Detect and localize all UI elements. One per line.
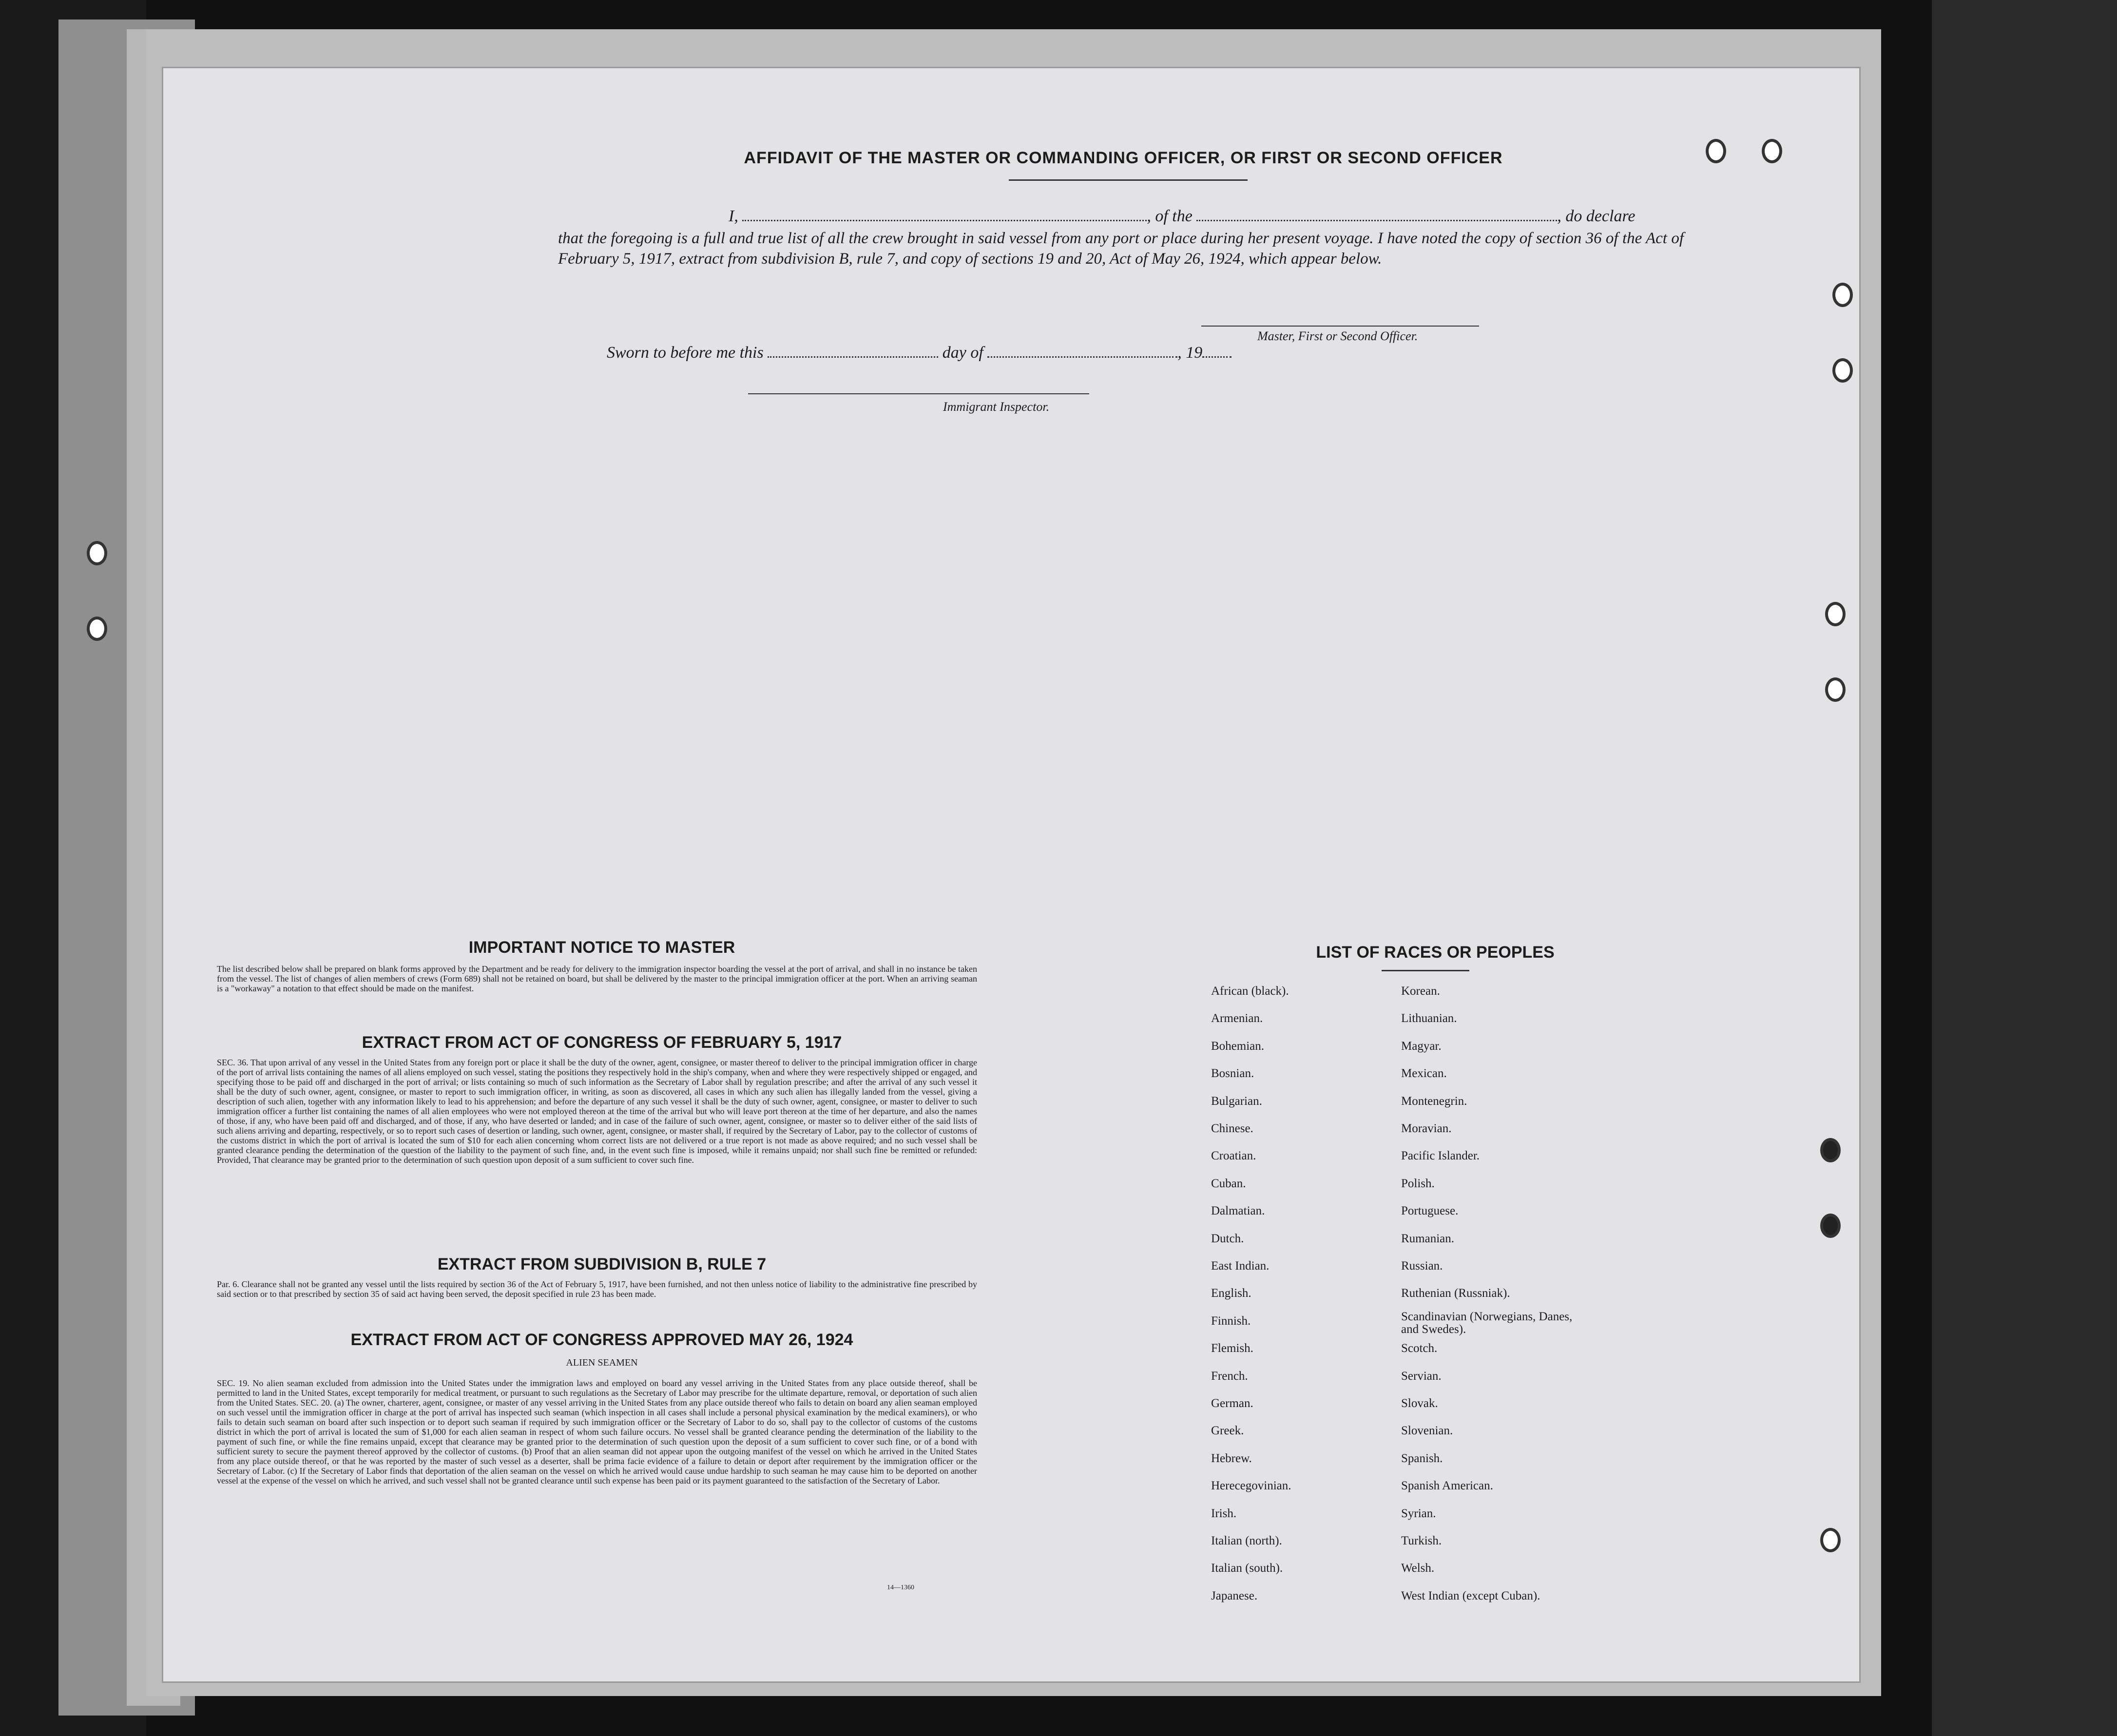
binder-hole — [1820, 1214, 1841, 1238]
day-of-label: day of — [942, 344, 983, 362]
race-item: Flemish. — [1211, 1342, 1253, 1355]
race-item: German. — [1211, 1397, 1253, 1410]
race-item: West Indian (except Cuban). — [1401, 1589, 1540, 1602]
extract2-body: Par. 6. Clearance shall not be granted any vessel until the lists required by section 36 of the Act of February 5, 1917, have been furnished, and not then unless notice of liability to the administrative fine prescribed by said section or to that prescribed by section 35 of said act having been served, the deposit specified in rule 23 has been made. — [217, 1279, 977, 1299]
notice-title: IMPORTANT NOTICE TO MASTER — [468, 938, 735, 957]
extract1-title: EXTRACT FROM ACT OF CONGRESS OF FEBRUARY 5, 1917 — [362, 1033, 842, 1052]
race-item: Magyar. — [1401, 1039, 1442, 1053]
race-item: Scandinavian (Norwegians, Danes, and Swedes). — [1401, 1310, 1573, 1336]
race-item: Greek. — [1211, 1424, 1244, 1438]
sworn-year-field[interactable] — [1202, 345, 1232, 358]
race-item: Irish. — [1211, 1506, 1237, 1520]
name-field[interactable] — [742, 208, 1147, 221]
form-number: 14—1360 — [887, 1584, 914, 1591]
race-item: Polish. — [1401, 1177, 1435, 1190]
race-item: Russian. — [1401, 1259, 1443, 1273]
race-item: Pacific Islander. — [1401, 1149, 1480, 1163]
race-item: Spanish. — [1401, 1451, 1443, 1465]
title-rule — [1009, 179, 1248, 181]
sworn-day-field[interactable] — [768, 345, 938, 358]
race-item: Slovak. — [1401, 1397, 1438, 1410]
sworn-month-field[interactable] — [987, 345, 1177, 358]
inspector-signature-line[interactable] — [748, 393, 1089, 394]
notice-body: The list described below shall be prepared on blank forms approved by the Department and be ready for delivery to the immigration inspector boarding the vessel at the port of arrival, and shall in no instance be taken from the vessel. The list of changes of alien members of crews (Form 689) shall not be retained on board, but shall be delivered by the master to the principal immigration officer at the port. When an arriving seaman is a "workaway" a notation to that effect should be made on the manifest. — [217, 964, 977, 993]
race-item: Spanish American. — [1401, 1479, 1493, 1493]
extract3-title: EXTRACT FROM ACT OF CONGRESS APPROVED MAY 26, 1924 — [350, 1331, 853, 1349]
binder-hole — [1832, 283, 1853, 307]
race-item: Ruthenian (Russniak). — [1401, 1287, 1510, 1300]
race-item: Rumanian. — [1401, 1232, 1455, 1245]
master-signature-label: Master, First or Second Officer. — [1257, 329, 1418, 343]
race-item: Lithuanian. — [1401, 1012, 1457, 1025]
binder-hole — [1706, 139, 1726, 163]
races-title: LIST OF RACES OR PEOPLES — [1316, 943, 1555, 962]
race-item: Hebrew. — [1211, 1451, 1252, 1465]
race-item: Mexican. — [1401, 1067, 1447, 1080]
race-item: Croatian. — [1211, 1149, 1256, 1163]
binder-hole — [1825, 602, 1846, 626]
extract3-subtitle: ALIEN SEAMEN — [566, 1357, 638, 1368]
master-signature-line[interactable] — [1201, 326, 1479, 327]
race-item: Dalmatian. — [1211, 1204, 1265, 1218]
right-background — [1932, 0, 2117, 1736]
race-item: Chinese. — [1211, 1122, 1253, 1135]
binder-hole — [1820, 1528, 1841, 1552]
race-item: Dutch. — [1211, 1232, 1244, 1245]
affidavit-body: that the foregoing is a full and true list of all the crew brought in said vessel from any port or place during her present voyage. I have noted the copy of section 36 of the Act of February 5, 1917, extract from subdivision B, rule 7, and copy of sections 19 and 20, Act of May 26, 1924, which appear below. — [558, 230, 1684, 268]
race-item: Scotch. — [1401, 1342, 1438, 1355]
race-item: Servian. — [1401, 1369, 1442, 1383]
affidavit-title: AFFIDAVIT OF THE MASTER OR COMMANDING OFFICER, OR FIRST OR SECOND OFFICER — [744, 149, 1503, 167]
race-item: Finnish. — [1211, 1314, 1251, 1328]
race-item: Moravian. — [1401, 1122, 1452, 1135]
race-item: Montenegrin. — [1401, 1094, 1467, 1108]
form-page — [163, 68, 1859, 1681]
race-item: Cuban. — [1211, 1177, 1246, 1190]
race-item: Italian (south). — [1211, 1562, 1283, 1575]
of-the-label: , of the — [1147, 207, 1193, 225]
year-label: , 19 — [1177, 344, 1203, 362]
binder-hole — [87, 541, 107, 565]
extract1-body: SEC. 36. That upon arrival of any vessel in the United States from any foreign port or place it shall be the duty of the owner, agent, consignee, or master thereof to deliver to the principal immigration officer in charge of the port of arrival lists containing the names of all aliens employed on such vessel, stating the positions they respectively hold in the ship's company, when and where they were respectively shipped or engaged, and specifying those to be paid off and discharged in the port of arrival; or lists containing so much of such information as the Secretary of Labor shall by regulation prescribe; and after the arrival of any such vessel it shall be the duty of such owner, agent, consignee, or master to report to such immigration officer, in writing, as soon as discovered, all cases in which any such alien has illegally landed from the vessel, giving a description of such alien, together with any information likely to lead to his apprehension; and before the departure of any such vessel it shall be the duty of such owner, agent, consignee, or master to deliver to such immigration officer a further list containing the names of all alien employees who were not employed thereon at the time of the arrival but who will leave port thereon at the time of her departure, and also the names of those, if any, who have been paid off and discharged, and of those, if any, who have deserted or landed; and in case of the failure of such owner, agent, consignee, or master so to deliver either of the said lists of such aliens arriving and departing, respectively, or so to report such cases of desertion or landing, such owner, agent, consignee, or master shall, if required by the Secretary of Labor, pay to the collector of customs of the customs district in which the port of arrival is located the sum of $10 for each alien concerning whom correct lists are not delivered or a true report is not made as above required; and no such vessel shall be granted clearance pending the determination of the question of the liability to the payment of such fine, and, in the event such fine is imposed, while it remains unpaid; nor shall such fine be remitted or refunded: Provided, That clearance may be granted prior to the determination of such question upon deposit of a sum sufficient to cover such fine. — [217, 1058, 977, 1165]
race-item: Herecegovinian. — [1211, 1479, 1291, 1493]
vessel-field[interactable] — [1196, 208, 1557, 221]
binder-hole — [1762, 139, 1782, 163]
i-label: I, — [729, 207, 738, 225]
binder-hole — [1832, 358, 1853, 383]
declaration-line — [729, 207, 1636, 226]
sworn-line — [607, 344, 1232, 362]
do-declare-label: , do declare — [1557, 207, 1636, 225]
race-item: Italian (north). — [1211, 1534, 1282, 1547]
race-item: Bulgarian. — [1211, 1094, 1262, 1108]
race-item: Armenian. — [1211, 1012, 1263, 1025]
binder-hole — [1825, 677, 1846, 702]
race-item: African (black). — [1211, 984, 1289, 998]
binder-hole — [1820, 1138, 1841, 1162]
inspector-label: Immigrant Inspector. — [943, 400, 1050, 414]
race-item: Bosnian. — [1211, 1067, 1254, 1080]
race-item: Turkish. — [1401, 1534, 1442, 1547]
race-item: Welsh. — [1401, 1562, 1435, 1575]
sworn-label: Sworn to before me this — [607, 344, 764, 362]
race-item: English. — [1211, 1287, 1251, 1300]
race-item: Syrian. — [1401, 1506, 1436, 1520]
extract3-body: SEC. 19. No alien seaman excluded from admission into the United States under the immigration laws and employed on board any vessel arriving in the United States from any place outside thereof, shall be permitted to land in the United States, except temporarily for medical treatment, or pursuant to such regulations as the Secretary of Labor may prescribe for the ultimate departure, removal, or deportation of such alien from the United States. SEC. 20. (a) The owner, charterer, agent, consignee, or master of any vessel arriving in the United States from any place outside thereof who fails to detain on board any alien seaman employed on such vessel until the immigration officer in charge at the port of arrival has inspected such seaman (which inspection in all cases shall include a personal physical examination by the medical examiners), or who fails to detain such seaman on board after such inspection or to deport such seaman if required by such immigration officer or the Secretary of Labor to do so, shall pay to the collector of customs of the customs district in which the port of arrival is located the sum of $1,000 for each alien seaman in respect of whom such failure occurs. No vessel shall be granted clearance pending the determination of the liability to the payment of such fine, or while the fine remains unpaid, except that clearance may be granted prior to the determination of such question upon the deposit of a sum sufficient to cover such fine, or of a bond with sufficient surety to secure the payment thereof approved by the collector of customs. (b) Proof that an alien seaman did not appear upon the outgoing manifest of the vessel on which he arrived in the United States from any place outside thereof, or that he was reported by the master of such vessel as a deserter, shall be prima facie evidence of a failure to detain or deport after requirement by the immigration officer or the Secretary of Labor. (c) If the Secretary of Labor finds that deportation of the alien seaman on the vessel on which he arrived would cause undue hardship to such seaman he may cause him to be deported on another vessel at the expense of the vessel on which he arrived, and such vessel shall not be granted clearance until such expense has been paid or its payment guaranteed to the satisfaction of the Secretary of Labor. — [217, 1378, 977, 1485]
races-title-rule — [1382, 970, 1469, 971]
race-item: Korean. — [1401, 984, 1440, 998]
race-item: Portuguese. — [1401, 1204, 1459, 1218]
race-item: Japanese. — [1211, 1589, 1258, 1602]
race-item: East Indian. — [1211, 1259, 1270, 1273]
extract2-title: EXTRACT FROM SUBDIVISION B, RULE 7 — [437, 1255, 767, 1273]
race-item: French. — [1211, 1369, 1248, 1383]
race-item: Slovenian. — [1401, 1424, 1453, 1438]
race-item: Bohemian. — [1211, 1039, 1265, 1053]
binder-hole — [87, 617, 107, 641]
